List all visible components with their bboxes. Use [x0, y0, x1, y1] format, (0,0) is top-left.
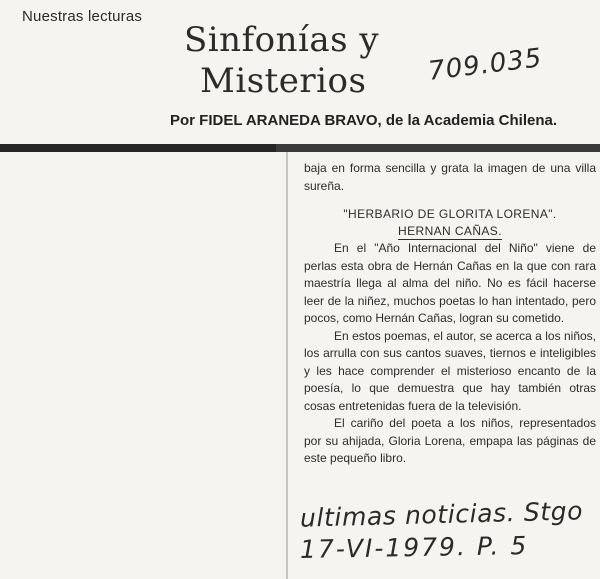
book-author-text: HERNAN CAÑAS. — [398, 224, 502, 238]
intro-text: baja en forma sencilla y grata la imagen de una villa sureña. — [304, 161, 596, 193]
paragraph-2: En estos poemas, el autor, se acerca a los niños, los arrulla con sus cantos suaves, tiernos e inteligibles y les hace comprender el misterioso encanto de la poesía, lo que demuestra que hay también otras cosas entretenidas fuera de la televisión. — [304, 328, 596, 413]
handwritten-date-note: 17-VI-1979. P. 5 — [299, 531, 529, 564]
section-label: Nuestras lecturas — [22, 8, 143, 25]
header-rule-dark-segment — [0, 144, 276, 152]
book-title: "HERBARIO DE GLORITA LORENA". — [343, 207, 557, 221]
article-title-line-1: Sinfonías y — [184, 20, 380, 60]
book-author — [304, 223, 596, 240]
paragraph-1: En el "Año Internacional del Niño" viene de perlas esta obra de Hernán Cañas en la que con rara maestría llega al alma del niño. No es fácil hacerse leer de la niñez, muchos poetas lo han intentado, pero pocos, como Hernán Cañas, logran su cometido. — [304, 241, 596, 325]
article-title-line-2: Misterios — [200, 61, 367, 101]
paragraph-3: El cariño del poeta a los niños, representados por su ahijada, Gloria Lorena, empapa las páginas de este pequeño libro. — [304, 416, 596, 465]
column-divider — [286, 152, 288, 579]
author-byline: Por FIDEL ARANEDA BRAVO, de la Academia Chilena. — [170, 112, 558, 129]
handwritten-archive-code: 709.035 — [426, 43, 544, 87]
handwritten-source-note: ultimas noticias. Stgo — [299, 496, 584, 533]
article-column — [304, 160, 596, 468]
